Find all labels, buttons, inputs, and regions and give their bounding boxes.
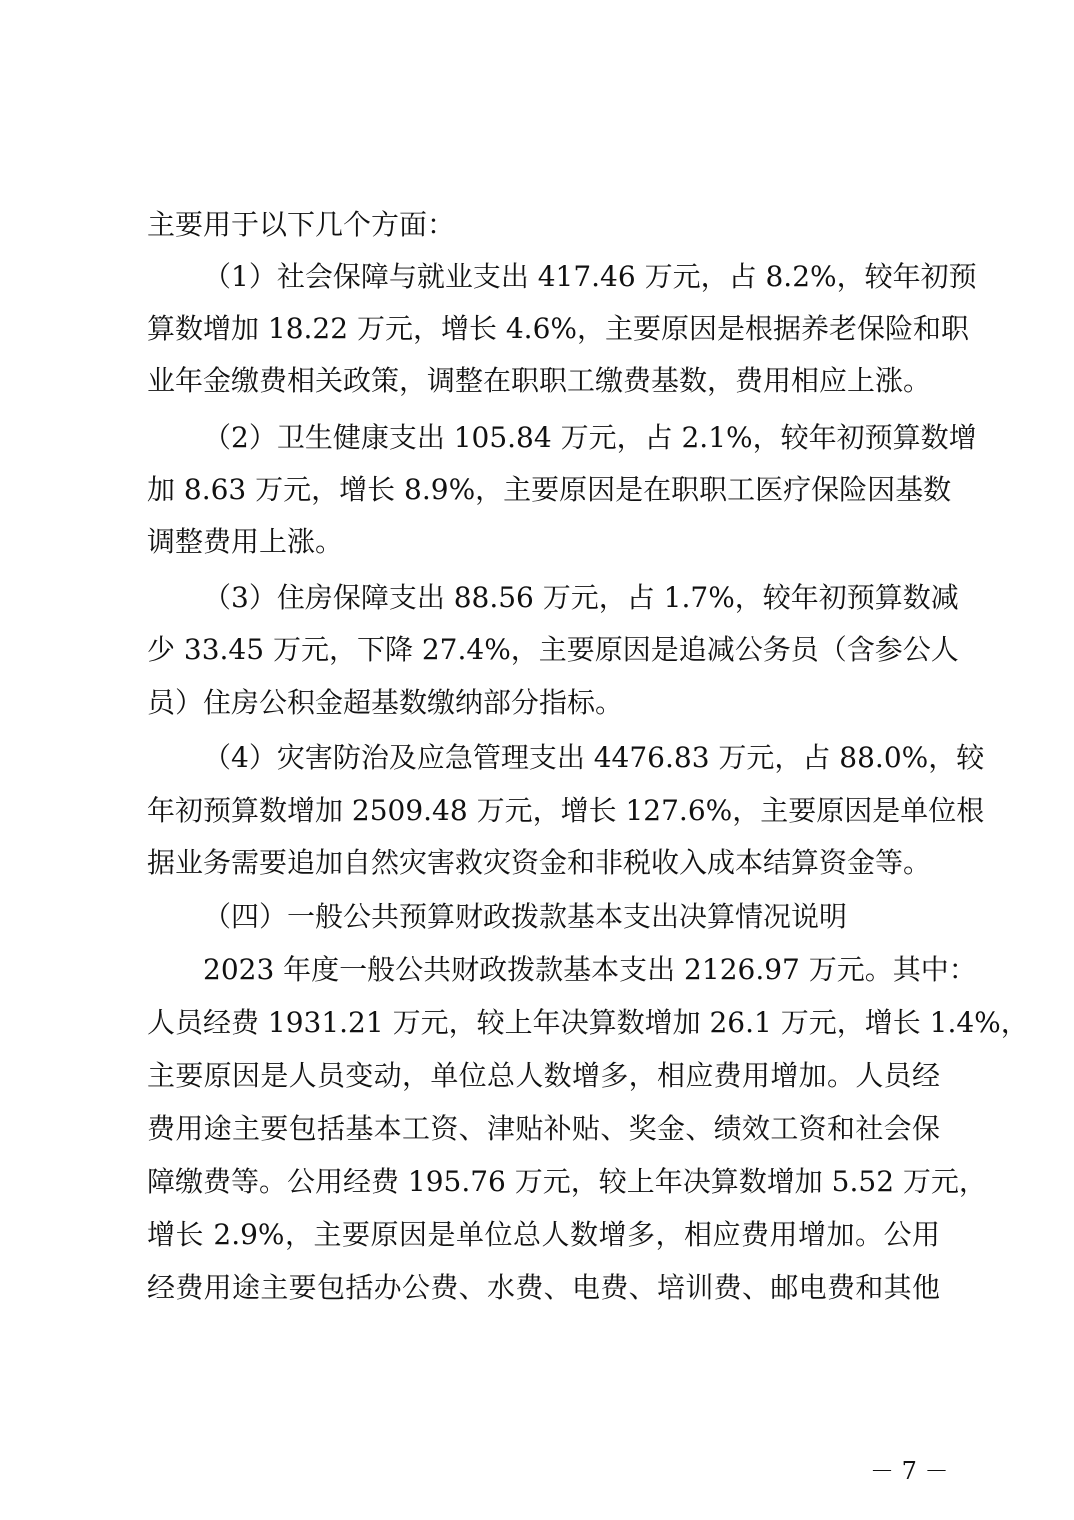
text-line: 经费用途主要包括办公费、水费、电费、培训费、邮电费和其他 xyxy=(147,1271,940,1304)
text-line: 业年金缴费相关政策，调整在职职工缴费基数，费用相应上涨。 xyxy=(147,364,932,397)
text-line: 主要原因是人员变动，单位总人数增多，相应费用增加。人员经 xyxy=(147,1059,940,1092)
text-line: 调整费用上涨。 xyxy=(147,525,344,558)
text-line: 增长 2.9%，主要原因是单位总人数增多，相应费用增加。公用 xyxy=(147,1218,940,1251)
text-line: 员）住房公积金超基数缴纳部分指标。 xyxy=(147,686,624,719)
text-line: 主要用于以下几个方面： xyxy=(147,208,456,241)
text-line: （1）社会保障与就业支出 417.46 万元，占 8.2%，较年初预 xyxy=(203,260,977,293)
text-line: 少 33.45 万元，下降 27.4%，主要原因是追减公务员（含参公人 xyxy=(147,633,959,666)
text-line: 年初预算数增加 2509.48 万元，增长 127.6%，主要原因是单位根 xyxy=(147,794,985,827)
text-line: （2）卫生健康支出 105.84 万元，占 2.1%，较年初预算数增 xyxy=(203,421,977,454)
text-line: 算数增加 18.22 万元，增长 4.6%，主要原因是根据养老保险和职 xyxy=(147,312,969,345)
text-line: 加 8.63 万元，增长 8.9%，主要原因是在职职工医疗保险因基数 xyxy=(147,473,952,506)
text-line: 人员经费 1931.21 万元，较上年决算数增加 26.1 万元，增长 1.4%， xyxy=(147,1006,1029,1039)
section-heading: （四）一般公共预算财政拨款基本支出决算情况说明 xyxy=(203,900,848,933)
text-line: 障缴费等。公用经费 195.76 万元，较上年决算数增加 5.52 万元， xyxy=(147,1165,987,1198)
text-line: 费用途主要包括基本工资、津贴补贴、奖金、绩效工资和社会保 xyxy=(147,1112,940,1145)
text-line: 据业务需要追加自然灾害救灾资金和非税收入成本结算资金等。 xyxy=(147,846,932,879)
text-line: 2023 年度一般公共财政拨款基本支出 2126.97 万元。其中： xyxy=(203,953,977,986)
text-line: （3）住房保障支出 88.56 万元，占 1.7%，较年初预算数减 xyxy=(203,581,959,614)
text-line: （4）灾害防治及应急管理支出 4476.83 万元，占 88.0%，较 xyxy=(203,741,985,774)
page-number: － 7 － xyxy=(870,1457,949,1485)
